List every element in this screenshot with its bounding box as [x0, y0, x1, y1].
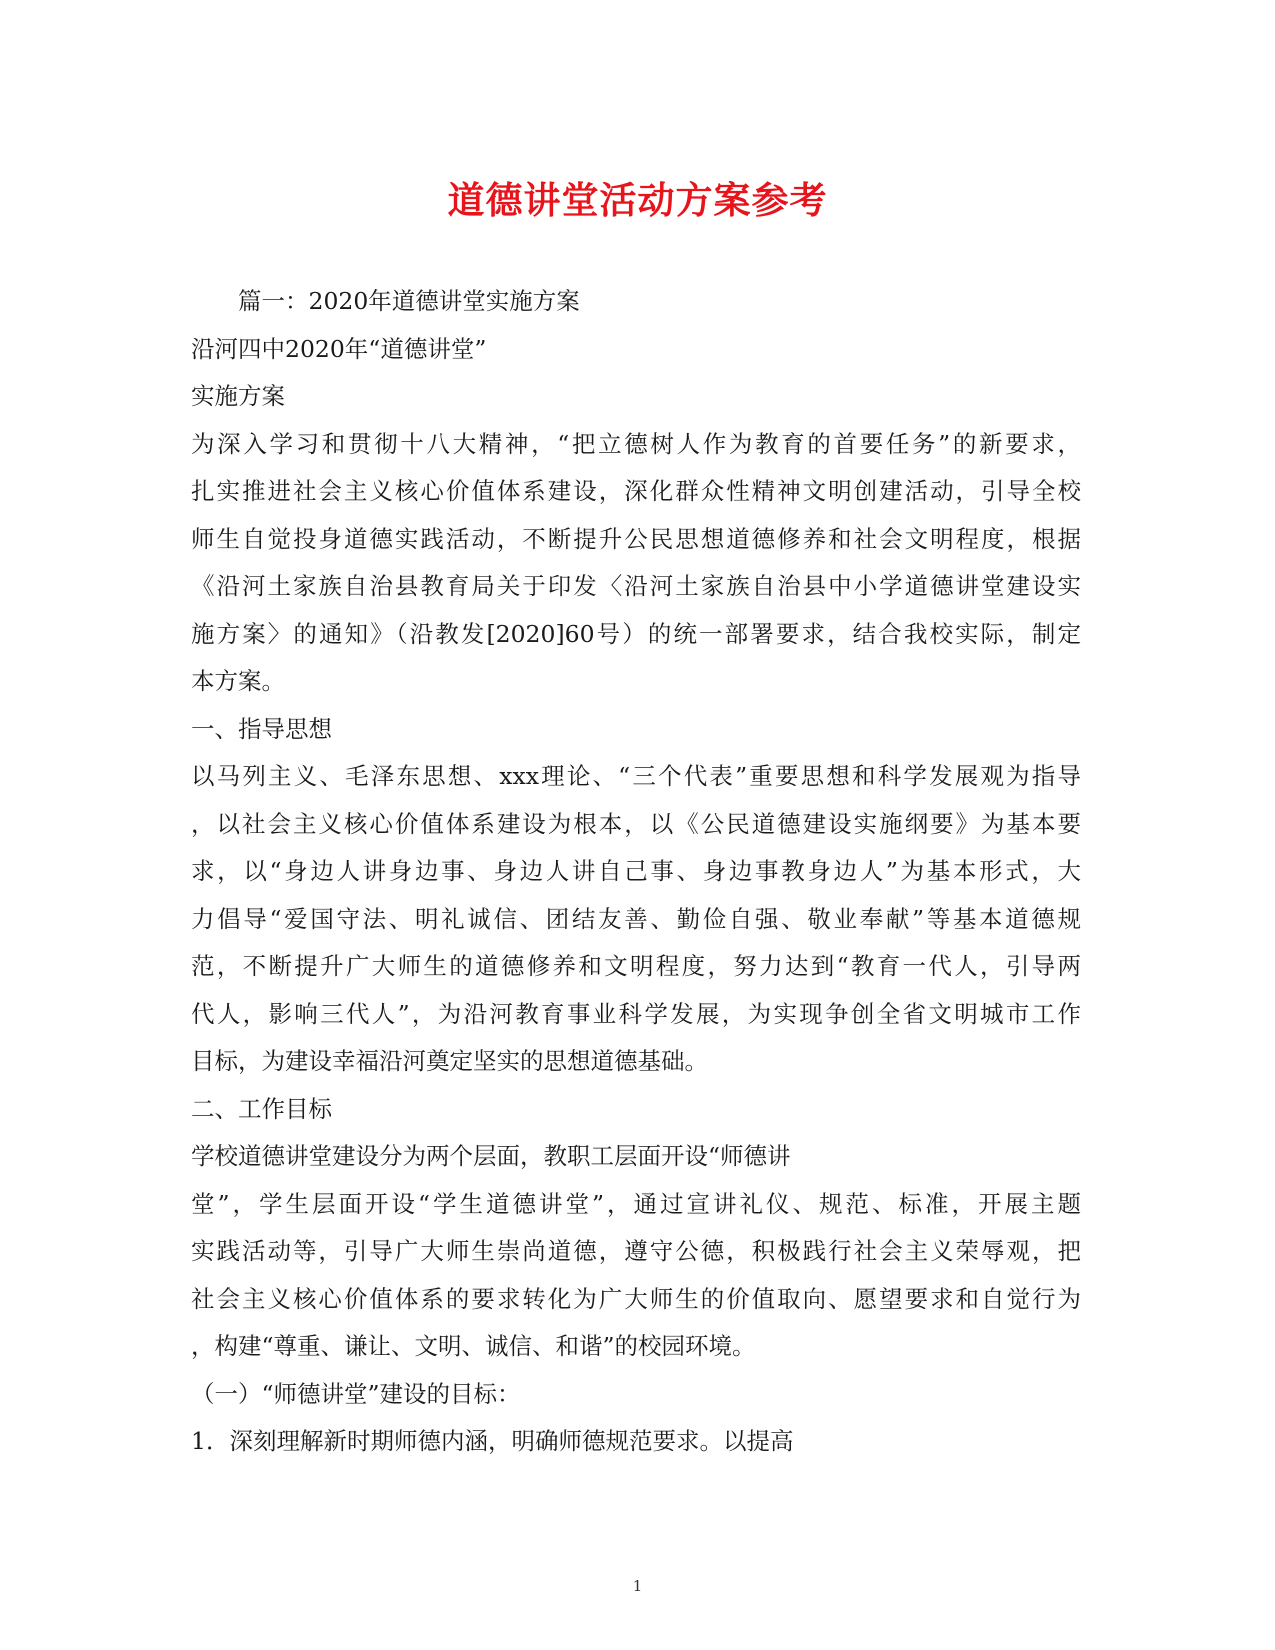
- paragraph-line: 范，不断提升广大师生的道德修养和文明程度，努力达到“教育一代人，引导两: [191, 952, 1081, 980]
- paragraph-line: 实施方案: [191, 382, 285, 410]
- paragraph-line: 《沿河土家族自治县教育局关于印发〈沿河土家族自治县中小学道德讲堂建设实: [191, 572, 1081, 600]
- paragraph-line: 实践活动等，引导广大师生崇尚道德，遵守公德，积极践行社会主义荣辱观，把: [191, 1237, 1081, 1265]
- paragraph-line: 目标，为建设幸福沿河奠定坚实的思想道德基础。: [191, 1047, 708, 1075]
- paragraph-line: 代人，影响三代人”，为沿河教育事业科学发展，为实现争创全省文明城市工作: [191, 999, 1081, 1028]
- paragraph-line: 社会主义核心价值体系的要求转化为广大师生的价值取向、愿望要求和自觉行为: [191, 1284, 1081, 1313]
- paragraph-line: 本方案。: [191, 667, 285, 695]
- paragraph-line: 堂”，学生层面开设“学生道德讲堂”，通过宣讲礼仪、规范、标准，开展主题: [191, 1189, 1081, 1218]
- paragraph-line: 施方案〉的通知》（沿教发[2020]60号）的统一部署要求，结合我校实际，制定: [191, 619, 1081, 648]
- paragraph-line: ，以社会主义核心价值体系建设为根本，以《公民道德建设实施纲要》为基本要: [191, 809, 1081, 838]
- paragraph-line: 1．深刻理解新时期师德内涵，明确师德规范要求。以提高: [191, 1427, 794, 1455]
- paragraph-line: 师生自觉投身道德实践活动，不断提升公民思想道德修养和社会文明程度，根据: [191, 524, 1081, 553]
- paragraph-line: 学校道德讲堂建设分为两个层面，教职工层面开设“师德讲: [191, 1142, 791, 1170]
- document-body: [191, 278, 1081, 1466]
- paragraph-line: ，构建“尊重、谦让、文明、诚信、和谐”的校园环境。: [191, 1332, 756, 1360]
- paragraph-line: 为深入学习和贯彻十八大精神，“把立德树人作为教育的首要任务”的新要求，: [191, 429, 1081, 458]
- section-subtitle: 篇一：2020年道德讲堂实施方案: [238, 287, 580, 315]
- page-number: 1: [632, 1577, 643, 1595]
- paragraph-line: 沿河四中2020年“道德讲堂”: [191, 334, 487, 363]
- paragraph-line: 扎实推进社会主义核心价值体系建设，深化群众性精神文明创建活动，引导全校: [191, 477, 1081, 505]
- paragraph-line: 力倡导“爱国守法、明礼诚信、团结友善、勤俭自强、敬业奉献”等基本道德规: [191, 904, 1081, 933]
- subsection-heading: （一）“师德讲堂”建设的目标：: [191, 1379, 521, 1408]
- document-title: 道德讲堂活动方案参考: [447, 178, 828, 222]
- section-heading: 一、指导思想: [191, 714, 332, 743]
- paragraph-line: 以马列主义、毛泽东思想、xxx理论、“三个代表”重要思想和科学发展观为指导: [191, 762, 1081, 790]
- paragraph-line: 求，以“身边人讲身边事、身边人讲自己事、身边事教身边人”为基本形式，大: [191, 857, 1081, 885]
- section-heading: 二、工作目标: [191, 1094, 332, 1123]
